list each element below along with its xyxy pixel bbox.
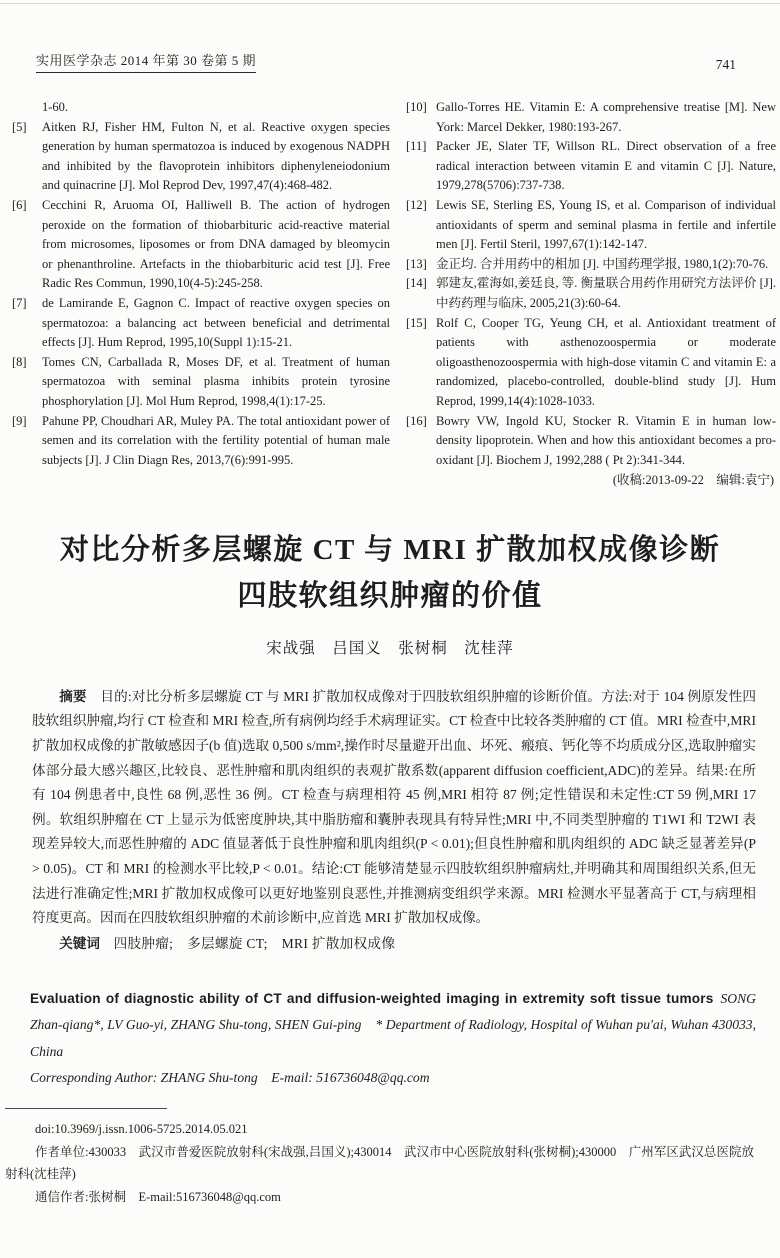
- article-title-line2: 四肢软组织肿瘤的价值: [237, 579, 543, 612]
- corresponding-contact-line: 通信作者:张树桐 E-mail:516736048@qq.com: [35, 1189, 281, 1204]
- abstract-paragraph: [32, 685, 756, 931]
- reference-item: [406, 255, 776, 275]
- reference-number: [12, 98, 42, 118]
- page-number: 741: [715, 57, 736, 72]
- reference-list-right: [406, 98, 776, 470]
- reference-item: [406, 98, 776, 137]
- corresponding-author-line: Corresponding Author: ZHANG Shu-tong E-mail: 516736048@qq.com: [30, 1070, 430, 1086]
- reference-number: [8]: [12, 354, 27, 369]
- reference-text: Lewis SE, Sterling ES, Young IS, et al. Comparison of individual antioxidants of sperm and seminal plasma in fertile and infertile men [J]. Fertil Steril, 1997,67(1):142-147.: [436, 197, 776, 252]
- reference-number: [6]: [12, 197, 27, 212]
- reference-item: [12, 294, 390, 353]
- reference-text: Gallo-Torres HE. Vitamin E: A comprehensive treatise [M]. New York: Marcel Dekker, 1980:193-267.: [436, 100, 776, 134]
- reference-number: [10]: [406, 100, 427, 114]
- footnote-block: [5, 1108, 754, 1208]
- author-affiliation-line: 作者单位:430033 武汉市普爱医院放射科(宋战强,吕国义);430014 武汉市中心医院放射科(张树桐);430000 广州军区武汉总医院放射科(沈桂萍): [5, 1144, 754, 1182]
- reference-text: Cecchini R, Aruoma OI, Halliwell B. The action of hydrogen peroxide on the formation of thiobarbituric acid-reactive material from microsomes, liposomes or from DNA damaged by bleomycin or phenanthroline. Artefacts in the thiobarbituric acid test [J]. Free Radic Res Commun, 1990,10(4-5):245-258.: [42, 197, 390, 291]
- reference-column-right: [406, 98, 776, 491]
- reference-text: Packer JE, Slater TF, Willson RL. Direct observation of a free radical interaction between vitamin E and vitamin C [J]. Nature, 1979,278(5706):737-738.: [436, 139, 776, 193]
- reference-text: 郭建友,霍海如,姜廷良, 等. 衡量联合用药作用研究方法评价 [J]. 中药药理与临床, 2005,21(3):60-64.: [436, 276, 776, 310]
- page-header: [0, 0, 780, 73]
- keywords-text: 四肢肿瘤; 多层螺旋 CT; MRI 扩散加权成像: [113, 935, 396, 951]
- reference-column-left: [12, 98, 390, 491]
- reference-item: [406, 137, 776, 196]
- english-title: Evaluation of diagnostic ability of CT and diffusion-weighted imaging in extremity soft tissue tumors: [30, 990, 714, 1006]
- keywords-label: 关键词: [59, 935, 100, 951]
- author-names: 宋战强 吕国义 张树桐 沈桂萍: [266, 639, 514, 657]
- doi-line: doi:10.3969/j.issn.1006-5725.2014.05.021: [35, 1122, 248, 1137]
- reference-text: Tomes CN, Carballada R, Moses DF, et al. Treatment of human spermatozoa with seminal plasma inhibits protein tyrosine phosphorylation [J]. Mol Hum Reprod, 1998,4(1):17-25.: [42, 354, 390, 408]
- reference-item: [12, 118, 390, 196]
- reference-item: [406, 412, 776, 471]
- reference-number: [5]: [12, 119, 27, 134]
- english-authors: SONG Zhan-qiang*, LV Guo-yi, ZHANG Shu-tong, SHEN Gui-ping * Department of Radiology, Hospital of Wuhan pu'ai, Wuhan 430033, China: [30, 990, 756, 1059]
- article-title-line1: 对比分析多层螺旋 CT 与 MRI 扩散加权成像诊断: [59, 533, 721, 566]
- reference-number: [13]: [406, 256, 427, 271]
- article-title-chinese: [20, 527, 760, 619]
- reference-text: Bowry VW, Ingold KU, Stocker R. Vitamin E in human low-density lipoprotein. When and how this antioxidant becomes a pro-oxidant [J]. Biochem J, 1992,288 ( Pt 2):341-344.: [436, 413, 776, 467]
- reference-number: [15]: [406, 315, 427, 330]
- abstract-text: 目的:对比分析多层螺旋 CT 与 MRI 扩散加权成像对于四肢软组织肿瘤的诊断价值。方法:对于 104 例原发性四肢软组织肿瘤,均行 CT 检查和 MRI 检查,所有病例均经手术病理证实。CT 检查中比较各类肿瘤的 CT 值。MRI 检查中,MRI 扩散加权成像的扩散敏感因子(b 值)选取 0,500 s/mm²,操作时尽量避开出血、坏死、瘢痕、钙化等不均质成分区,选取肿瘤实体部分最大感兴趣区,比较良、恶性肿瘤和肌肉组织的表观扩散系数(apparent diffusion coefficient,ADC)的差异。结果:在所有 104 例患者中,良性 68 例,恶性 36 例。CT 检查与病理相符 45 例,MRI 相符 87 例;定性错误和未定性:CT 59 例,MRI 17 例。软组织肿瘤在 CT 上显示为低密度肿块,其中脂肪瘤和囊肿表现具有特异性;MRI 中,不同类型肿瘤的 T1WI 和 T2WI 表现差异较大,而恶性肿瘤的 ADC 值显著低于良性肿瘤和肌肉组织(P < 0.01);但良性肿瘤和肌肉组织的 ADC 缺乏显著差异(P > 0.05)。CT 和 MRI 的检测水平比较,P < 0.01。结论:CT 能够清楚显示四肢软组织肿瘤病灶,并明确其和周围组织关系,但无法进行准确定性;MRI 扩散加权成像可以更好地鉴别良恶性,并推测病变组织学来源。MRI 检测水平显著高于 CT,与病理相符度更高。因而在四肢软组织肿瘤的术前诊断中,应首选 MRI 扩散加权成像。: [32, 688, 757, 926]
- reference-text: 1-60.: [42, 100, 69, 114]
- reference-section: [12, 98, 776, 491]
- reference-item: [12, 353, 390, 412]
- abstract-label: 摘要: [59, 688, 87, 704]
- english-title-block: [30, 986, 756, 1066]
- reference-item: [406, 274, 776, 313]
- reference-text: Aitken RJ, Fisher HM, Fulton N, et al. Reactive oxygen species generation by human spermatozoa is induced by exogenous NADPH and inhibited by the flavoprotein inhibitors diphenyleneiodonium and quinacrine [J]. Mol Reprod Dev, 1997,47(4):468-482.: [42, 119, 390, 193]
- reference-item: [406, 314, 776, 412]
- reference-text: 金正均. 合并用药中的相加 [J]. 中国药理学报, 1980,1(2):70-76.: [436, 256, 769, 271]
- reference-number: [9]: [12, 413, 27, 428]
- footnote-separator-line: [5, 1108, 167, 1109]
- reference-number: [14]: [406, 276, 427, 291]
- reference-number: [12]: [406, 197, 427, 212]
- received-editor-note: (收稿:2013-09-22 编辑:袁宁): [612, 473, 774, 488]
- reference-number: [11]: [406, 139, 427, 154]
- reference-item: [12, 412, 390, 471]
- scan-edge-line: [0, 3, 780, 4]
- reference-item: [406, 196, 776, 255]
- reference-text: de Lamirande E, Gagnon C. Impact of reactive oxygen species on spermatozoa: a balancing act between beneficial and detrimental effects [J]. Hum Reprod, 1995,10(Suppl 1):15-21.: [42, 295, 390, 350]
- reference-item: [12, 98, 390, 118]
- reference-text: Rolf C, Cooper TG, Yeung CH, et al. Antioxidant treatment of patients with asthenozoospermia or moderate oligoasthenozoospermia with high-dose vitamin C and vitamin E: a randomized, placebo-controlled, double-blind study [J]. Hum Reprod, 1999,14(4):1028-1033.: [436, 315, 776, 408]
- reference-item: [12, 196, 390, 294]
- reference-number: [16]: [406, 413, 427, 428]
- keywords-line: [32, 931, 756, 956]
- journal-name: 实用医学杂志 2014 年第 30 卷第 5 期: [36, 50, 256, 73]
- reference-text: Pahune PP, Choudhari AR, Muley PA. The total antioxidant power of semen and its correlation with the fertility potential of human male subjects [J]. J Clin Diagn Res, 2013,7(6):991-995.: [42, 413, 390, 467]
- reference-number: [7]: [12, 295, 27, 310]
